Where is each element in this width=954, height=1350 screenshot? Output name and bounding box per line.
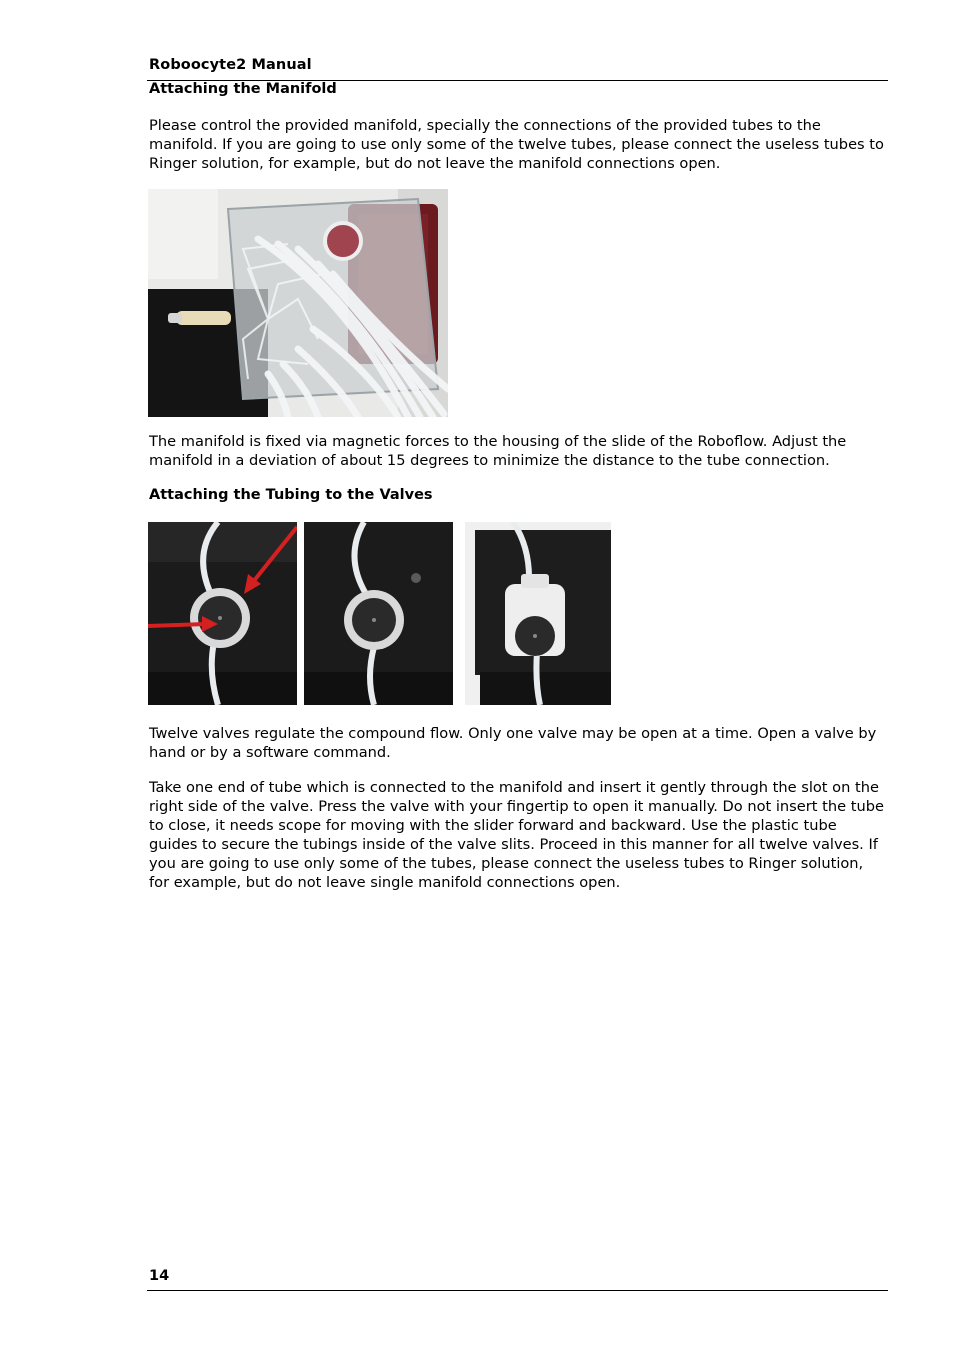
manifold-illustration [148,189,448,417]
valve-photo-inserted [304,522,453,705]
running-header-title: Roboocyte2 Manual [149,57,312,73]
tube-insertion-paragraph: Take one end of tube which is connected to the manifold and insert it gently through the slot on the right side of the valve. Press the valve with your fingertip to open it manually. Do not insert the tube to close, it needs scope for moving with the slider forward and backward. Use the plastic tube guides to secure the tubings inside of the valve slits. Proceed in this manner for all twelve valves. If you are going to use only some of the tubes, please connect the useless tubes to Ringer solution, for example, but do not leave single manifold connections open. [149,779,884,891]
valve-illustration-1 [148,522,297,705]
manifold-photo [148,189,448,417]
heading-attaching-tubing: Attaching the Tubing to the Valves [149,487,433,503]
valve-photo-guide [465,522,611,705]
footer-rule [147,1290,888,1291]
manifold-fixing-paragraph: The manifold is fixed via magnetic forces to the housing of the slide of the Roboflow. Adjust the manifold in a deviation of about 15 degrees to minimize the distance to the tube connection. [149,433,847,469]
valves-regulate-paragraph: Twelve valves regulate the compound flow. Only one valve may be open at a time. Open a valve by hand or by a software command. [149,725,877,761]
heading-attaching-manifold: Attaching the Manifold [149,81,337,97]
page-number: 14 [149,1268,170,1284]
valve-illustration-3 [465,522,611,705]
valve-photo-arrows [148,522,297,705]
valve-illustration-2 [304,522,453,705]
manifold-intro-paragraph: Please control the provided manifold, specially the connections of the provided tubes to the manifold. If you are going to use only some of the twelve tubes, please connect the useless tubes to Ringer solution, for example, but do not leave the manifold connections open. [149,117,884,172]
